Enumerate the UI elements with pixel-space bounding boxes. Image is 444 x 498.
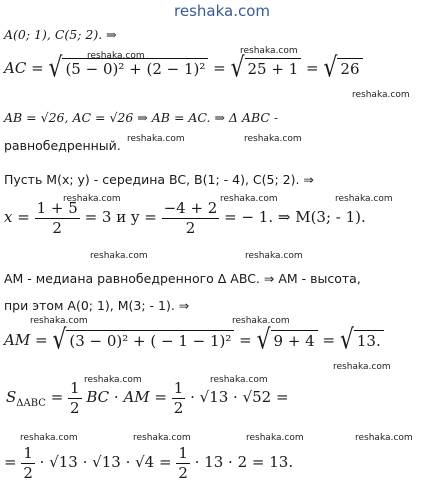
ab-ac-equality: AB = √26, AC = √26 ⇒ AB = AC. ⇒ Δ ABC - [4, 110, 279, 125]
points-am: при этом A(0; 1), M(3; - 1). ⇒ [4, 298, 190, 313]
numerator: −4 + 2 [163, 199, 218, 217]
radical: √ (3 − 0)² + ( − 1 − 1)² [52, 330, 234, 352]
radicand: 13. [354, 330, 384, 352]
denominator: 2 [178, 463, 188, 482]
fraction [162, 200, 220, 236]
numerator: 1 + 5 [36, 199, 78, 217]
watermark: reshaka.com [84, 375, 142, 385]
denominator: 2 [23, 463, 33, 482]
result-middle: · √13 · √13 · √4 = [39, 453, 172, 471]
radicand: 9 + 4 [271, 330, 318, 352]
radicand: (5 − 0)² + (2 − 1)² [62, 58, 208, 80]
numerator: 1 [178, 444, 188, 462]
given-points-ac: A(0; 1), C(5; 2). ⇒ [4, 27, 117, 42]
fraction [176, 445, 190, 481]
result-end: · 13 · 2 = 13. [194, 453, 294, 471]
radical: √ 9 + 4 [256, 330, 317, 352]
watermark: reshaka.com [240, 46, 298, 56]
denominator: 2 [185, 218, 196, 237]
numerator: 1 [173, 379, 184, 397]
isosceles-conclusion: равнобедренный. [4, 138, 121, 153]
watermark: reshaka.com [355, 433, 413, 443]
radical: √ (5 − 0)² + (2 − 1)² [48, 58, 208, 80]
area-subscript: ΔABC [16, 398, 46, 409]
watermark: reshaka.com [30, 316, 88, 326]
area-middle: BC · AM = [86, 388, 167, 406]
midpoint-coordinates: x = $\frac{1 + 5}{2}$ = 3 и y = $\frac{-4 + 2}{2}$ = − 1. ⇒ M(3; - 1). [4, 199, 366, 237]
area-result: = $\frac{1}{2}$ · √13 · √13 · √4 = $\frac{1}{2}$ · 13 · 2 = 13. [4, 444, 294, 482]
watermark: reshaka.com [245, 251, 303, 261]
watermark: reshaka.com [232, 316, 290, 326]
x-result: = 3 и y = [84, 208, 157, 226]
am-lhs: AM [4, 331, 31, 349]
watermark: reshaka.com [333, 362, 391, 372]
radical: √ 26 [323, 58, 362, 80]
watermark: reshaka.com [244, 134, 302, 144]
site-header[interactable]: reshaka.com [174, 2, 270, 20]
watermark: reshaka.com [87, 51, 145, 61]
x-var: x [4, 208, 13, 226]
y-result: = − 1. ⇒ M(3; - 1). [224, 208, 366, 226]
radicand: 25 + 1 [245, 58, 302, 80]
watermark: reshaka.com [63, 194, 121, 204]
area-tail: · √13 · √52 = [190, 388, 289, 406]
watermark: reshaka.com [210, 375, 268, 385]
fraction [172, 380, 186, 416]
fraction [35, 200, 80, 236]
fraction [68, 380, 82, 416]
watermark: reshaka.com [133, 433, 191, 443]
ac-equation: AC = √ (5 − 0)² + (2 − 1)² = √ 25 + 1 = √ 26 [4, 58, 363, 80]
area-symbol: S [6, 388, 17, 406]
watermark: reshaka.com [90, 251, 148, 261]
median-statement: AM - медиана равнобедренного Δ ABC. ⇒ AM - высота, [4, 271, 361, 286]
denominator: 2 [173, 398, 184, 417]
watermark: reshaka.com [352, 90, 410, 100]
numerator: 1 [23, 444, 33, 462]
denominator: 2 [70, 398, 80, 417]
radical: √ 13. [340, 330, 384, 352]
watermark: reshaka.com [335, 194, 393, 204]
watermark: reshaka.com [20, 433, 78, 443]
ac-lhs: AC [4, 59, 27, 77]
watermark: reshaka.com [127, 134, 185, 144]
radicand: 26 [337, 58, 362, 80]
numerator: 1 [70, 379, 80, 397]
area-formula: $S_{\Delta ABC}$ = $\frac{1}{2}$ BC · AM = $\frac{1}{2}$ · √13 · √52 = [6, 379, 289, 417]
fraction [21, 445, 35, 481]
am-equation: AM = √ (3 − 0)² + ( − 1 − 1)² = √ 9 + 4 = √ 13. [4, 330, 384, 352]
watermark: reshaka.com [246, 433, 304, 443]
midpoint-statement: Пусть M(x; y) - середина BC, B(1; - 4), C(5; 2). ⇒ [4, 172, 314, 187]
watermark: reshaka.com [220, 194, 278, 204]
radical: √ 25 + 1 [230, 58, 301, 80]
denominator: 2 [52, 218, 62, 237]
radicand: (3 − 0)² + ( − 1 − 1)² [66, 330, 234, 352]
